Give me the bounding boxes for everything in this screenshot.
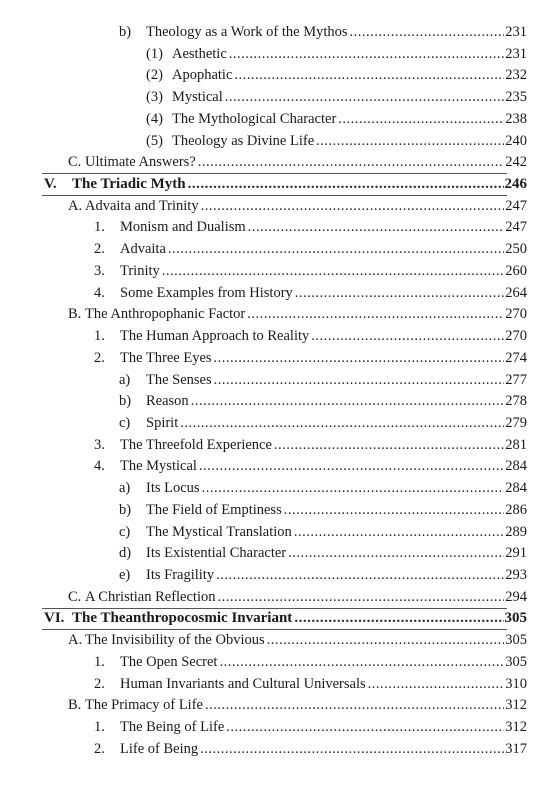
dot-leader	[217, 587, 504, 607]
toc-page-number: 289	[505, 523, 527, 540]
toc-entry-title: The Mystical	[120, 458, 197, 475]
chapter-divider	[42, 173, 507, 174]
dot-leader	[191, 391, 505, 411]
toc-entry-title: Trinity	[120, 262, 160, 279]
dot-leader	[284, 500, 505, 520]
dot-leader	[226, 717, 504, 737]
toc-entry-number: B.	[68, 306, 82, 323]
toc-page-number: 317	[505, 740, 527, 757]
toc-entry	[0, 674, 535, 694]
toc-entry-title: The Mythological Character	[172, 110, 337, 127]
toc-entry-number: 4.	[94, 458, 105, 475]
toc-entry	[0, 630, 535, 650]
dot-leader	[200, 739, 504, 759]
toc-entry-title: The Threefold Experience	[120, 436, 272, 453]
dot-leader	[295, 283, 504, 303]
dot-leader	[214, 348, 505, 368]
toc-entry-title: Theology as a Work of the Mythos	[146, 24, 348, 40]
toc-page-number: 238	[505, 110, 527, 127]
toc-page-number: 293	[505, 567, 527, 583]
toc-entry-number: (3)	[146, 89, 163, 106]
toc-chapter-entry	[0, 174, 535, 194]
toc-entry-number: a)	[119, 371, 131, 388]
dot-leader	[188, 174, 504, 194]
toc-entry-title: Life of Being	[120, 740, 199, 757]
toc-entry	[0, 109, 535, 129]
toc-entry-number: 3.	[94, 436, 105, 453]
toc-entry-title: The Senses	[146, 371, 212, 388]
toc-entry-title: The Open Secret	[120, 653, 218, 670]
toc-entry-number: (5)	[146, 132, 163, 149]
dot-leader	[316, 131, 504, 151]
toc-entry-title: Advaita	[120, 241, 166, 258]
dot-leader	[225, 87, 505, 107]
toc-page-number: 277	[505, 371, 527, 388]
toc-entry	[0, 587, 535, 607]
dot-leader	[248, 217, 505, 237]
toc-entry-title: Ultimate Answers?	[85, 154, 196, 171]
toc-entry-number: 2.	[94, 675, 105, 692]
dot-leader	[205, 695, 504, 715]
toc-entry	[0, 44, 535, 64]
toc-page-number: 305	[504, 610, 527, 627]
toc-entry-number: 3.	[94, 262, 105, 279]
dot-leader	[247, 304, 504, 324]
toc-page-number: 264	[505, 284, 527, 301]
toc-entry	[0, 196, 535, 216]
toc-entry	[0, 131, 535, 151]
toc-entry-title: The Theanthropocosmic Invariant	[72, 610, 293, 627]
toc-page-number: 235	[505, 89, 527, 106]
toc-page-number: 242	[505, 154, 527, 171]
toc-entry-title: Some Examples from History	[120, 284, 293, 301]
dot-leader	[198, 152, 505, 172]
toc-page-number: 312	[505, 719, 527, 736]
toc-entry-title: The Triadic Myth	[72, 176, 186, 193]
toc-entry	[0, 152, 535, 172]
toc-entry-title: The Being of Life	[120, 719, 225, 736]
toc-entry	[0, 283, 535, 303]
toc-entry-number: c)	[119, 414, 131, 431]
toc-entry	[0, 413, 535, 433]
toc-page-number: 260	[505, 262, 527, 279]
toc-entry	[0, 326, 535, 346]
toc-entry	[0, 217, 535, 237]
dot-leader	[311, 326, 504, 346]
toc-entry	[0, 565, 535, 585]
toc-entry-number: (2)	[146, 67, 163, 84]
toc-entry	[0, 239, 535, 259]
toc-entry-title: The Anthropophanic Factor	[85, 306, 246, 323]
toc-entry	[0, 87, 535, 107]
dot-leader	[368, 674, 505, 694]
toc-page-number: 294	[505, 588, 527, 605]
toc-entry	[0, 717, 535, 737]
toc-entry	[0, 370, 535, 390]
toc-entry-title: Theology as Divine Life	[172, 132, 315, 149]
toc-entry-number: 2.	[94, 241, 105, 258]
toc-entry-number: A.	[68, 197, 83, 214]
toc-entry	[0, 435, 535, 455]
toc-entry-title: Advaita and Trinity	[85, 197, 199, 214]
toc-entry	[0, 261, 535, 281]
toc-page-number: 247	[505, 197, 527, 214]
toc-page-number: 274	[505, 349, 527, 366]
toc-page-number: 312	[505, 697, 527, 714]
dot-leader	[274, 435, 504, 455]
dot-leader	[162, 261, 504, 281]
toc-page-number: 279	[505, 414, 527, 431]
toc-entry-title: Its Locus	[146, 480, 200, 497]
toc-page-number: 284	[505, 480, 527, 497]
toc-page-number: 278	[505, 393, 527, 410]
toc-entry-number: b)	[119, 24, 132, 40]
toc-entry-title: Human Invariants and Cultural Universals	[120, 675, 366, 692]
toc-entry	[0, 304, 535, 324]
toc-page-number: 286	[505, 501, 527, 518]
toc-entry	[0, 65, 535, 85]
toc-entry-number: a)	[119, 480, 131, 497]
dot-leader	[216, 565, 504, 585]
toc-page-number: 305	[505, 653, 527, 670]
toc-entry-number: 2.	[94, 349, 105, 366]
toc-entry-title: The Primacy of Life	[85, 697, 203, 714]
dot-leader	[350, 22, 505, 42]
dot-leader	[267, 630, 505, 650]
toc-page-number: 246	[504, 176, 527, 193]
toc-entry-number: 1.	[94, 219, 105, 236]
dot-leader	[294, 522, 504, 542]
toc-page-number: 250	[505, 241, 527, 258]
dot-leader	[199, 456, 504, 476]
toc-entry	[0, 500, 535, 520]
toc-page-number: 240	[505, 132, 527, 149]
toc-entry	[0, 348, 535, 368]
chapter-divider	[42, 608, 507, 609]
toc-entry-number: (1)	[146, 45, 163, 62]
toc-entry-number: b)	[119, 501, 132, 518]
dot-leader	[168, 239, 504, 259]
toc-entry-title: Apophatic	[172, 67, 233, 84]
dot-leader	[288, 543, 504, 563]
toc-entry-title: Monism and Dualism	[120, 219, 246, 236]
dot-leader	[201, 196, 505, 216]
toc-entry-title: Mystical	[172, 89, 223, 106]
toc-entry-title: The Field of Emptiness	[146, 501, 282, 518]
toc-entry-number: C.	[68, 154, 82, 171]
dot-leader	[202, 478, 505, 498]
toc-entry	[0, 739, 535, 759]
toc-entry-number: c)	[119, 523, 131, 540]
toc-page-number: 231	[505, 45, 527, 62]
toc-page-number: 291	[505, 545, 527, 562]
dot-leader	[294, 608, 503, 628]
toc-entry	[0, 22, 535, 42]
toc-entry	[0, 543, 535, 563]
toc-entry	[0, 522, 535, 542]
toc-entry-title: Spirit	[146, 414, 179, 431]
toc-entry-number: (4)	[146, 110, 163, 127]
dot-leader	[180, 413, 504, 433]
dot-leader	[229, 44, 504, 64]
toc-page-number: 310	[505, 675, 527, 692]
toc-page-number: 305	[505, 632, 527, 649]
toc-entry-number: B.	[68, 697, 82, 714]
toc-entry	[0, 695, 535, 715]
dot-leader	[214, 370, 505, 390]
toc-page-number: 270	[505, 328, 527, 345]
toc-page-number: 270	[505, 306, 527, 323]
toc-page-number: 232	[505, 67, 527, 84]
toc-entry-number: A.	[68, 632, 83, 649]
toc-entry-number: VI.	[44, 610, 65, 627]
toc-entry	[0, 478, 535, 498]
toc-entry-title: Its Existential Character	[146, 545, 287, 562]
toc-entry-title: The Invisibility of the Obvious	[85, 632, 265, 649]
dot-leader	[219, 652, 504, 672]
toc-entry	[0, 391, 535, 411]
dot-leader	[338, 109, 504, 129]
toc-entry-title: The Three Eyes	[120, 349, 212, 366]
toc-entry-title: Aesthetic	[172, 45, 227, 62]
toc-entry	[0, 652, 535, 672]
toc-entry-number: b)	[119, 393, 132, 410]
toc-entry-number: 1.	[94, 719, 105, 736]
toc-entry-number: 1.	[94, 653, 105, 670]
toc-entry-title: The Mystical Translation	[146, 523, 292, 540]
toc-entry-number: V.	[44, 176, 57, 193]
toc-entry-number: 2.	[94, 740, 105, 757]
toc-entry-number: 1.	[94, 328, 105, 345]
toc-page-number: 231	[505, 24, 527, 40]
toc-entry-title: The Human Approach to Reality	[120, 328, 310, 345]
toc-page-number: 281	[505, 436, 527, 453]
toc-entry-number: e)	[119, 567, 131, 583]
toc-entry	[0, 456, 535, 476]
toc-entry-title: A Christian Reflection	[85, 588, 216, 605]
toc-entry-number: C.	[68, 588, 82, 605]
toc-entry-title: Its Fragility	[146, 567, 215, 583]
toc-entry-title: Reason	[146, 393, 189, 410]
toc-chapter-entry	[0, 608, 535, 628]
toc-entry-number: d)	[119, 545, 132, 562]
dot-leader	[234, 65, 504, 85]
toc-page-number: 284	[505, 458, 527, 475]
toc-entry-number: 4.	[94, 284, 105, 301]
toc-page-number: 247	[505, 219, 527, 236]
